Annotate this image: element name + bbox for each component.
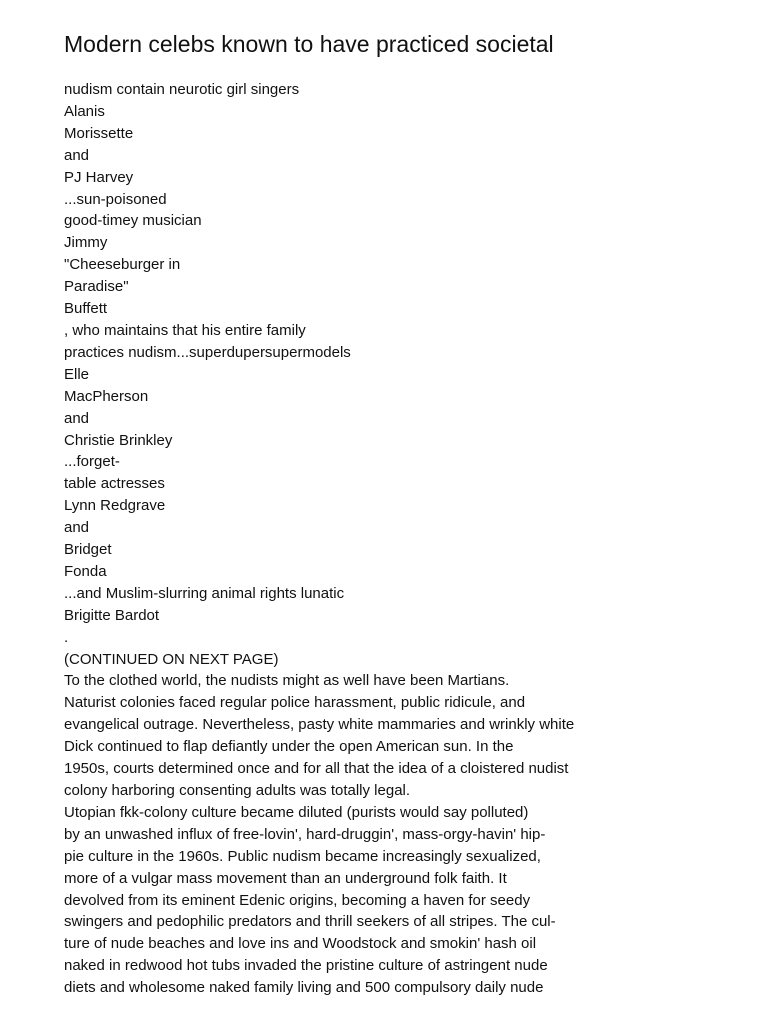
body-text [64,79,574,999]
text-line: , who maintains that his entire family [64,321,306,339]
text-line: naked in redwood hot tubs invaded the pristine culture of astringent nude [64,957,548,975]
text-line: Lynn Redgrave [64,497,166,515]
text-line: ...forget- [64,453,120,471]
text-line: Christie Brinkley [64,431,173,449]
text-line: Dick continued to flap defiantly under the open American sun. In the [64,738,514,756]
text-line: MacPherson [64,387,149,405]
text-line: nudism contain neurotic girl singers [64,81,300,98]
text-line: Alanis [64,102,105,120]
text-line: Jimmy [64,234,108,252]
text-line: To the clothed world, the nudists might as well have been Martians. [64,672,510,690]
text-line: Paradise" [64,278,129,296]
text-line: and [64,409,90,427]
text-line: more of a vulgar mass movement than an underground folk faith. It [64,869,507,887]
text-line: evangelical outrage. Nevertheless, pasty white mammaries and wrinkly white [64,716,575,734]
text-line: swingers and pedophilic predators and thrill seekers of all stripes. The cul- [64,913,556,931]
text-line: pie culture in the 1960s. Public nudism became increasingly sexualized, [64,847,541,865]
text-line: colony harboring consenting adults was totally legal. [64,782,411,799]
text-line: diets and wholesome naked family living and 500 compulsory daily nude [64,979,544,997]
text-line: Bridget [64,541,112,559]
text-line: PJ Harvey [64,168,134,186]
text-line: ture of nude beaches and love ins and Woodstock and smokin' hash oil [64,935,537,953]
text-line: and [64,146,90,164]
text-line: table actresses [64,475,165,493]
text-line: by an unwashed influx of free-lovin', hard-druggin', mass-orgy-havin' hip- [64,825,546,843]
text-line: . [64,628,69,646]
text-line: (CONTINUED ON NEXT PAGE) [64,650,279,668]
text-line: ...and Muslim-slurring animal rights lunatic [64,584,345,602]
text-line: Elle [64,365,90,383]
text-line: good-timey musician [64,212,202,230]
text-line: Naturist colonies faced regular police harassment, public ridicule, and [64,694,526,712]
text-line: "Cheeseburger in [64,256,181,274]
text-line: devolved from its eminent Edenic origins, becoming a haven for seedy [64,891,531,909]
text-line: Fonda [64,562,107,580]
text-line: Utopian fkk-colony culture became diluted (purists would say polluted) [64,803,529,821]
text-line: Morissette [64,124,134,142]
text-line: Buffett [64,300,108,318]
text-line: ...sun-poisoned [64,190,167,208]
text-line: and [64,519,90,537]
text-line: Brigitte Bardot [64,606,160,624]
text-line: practices nudism...superdupersupermodels [64,343,351,361]
text-line: 1950s, courts determined once and for all that the idea of a cloistered nudist [64,760,569,778]
page-title: Modern celebs known to have practiced societal [64,31,554,57]
